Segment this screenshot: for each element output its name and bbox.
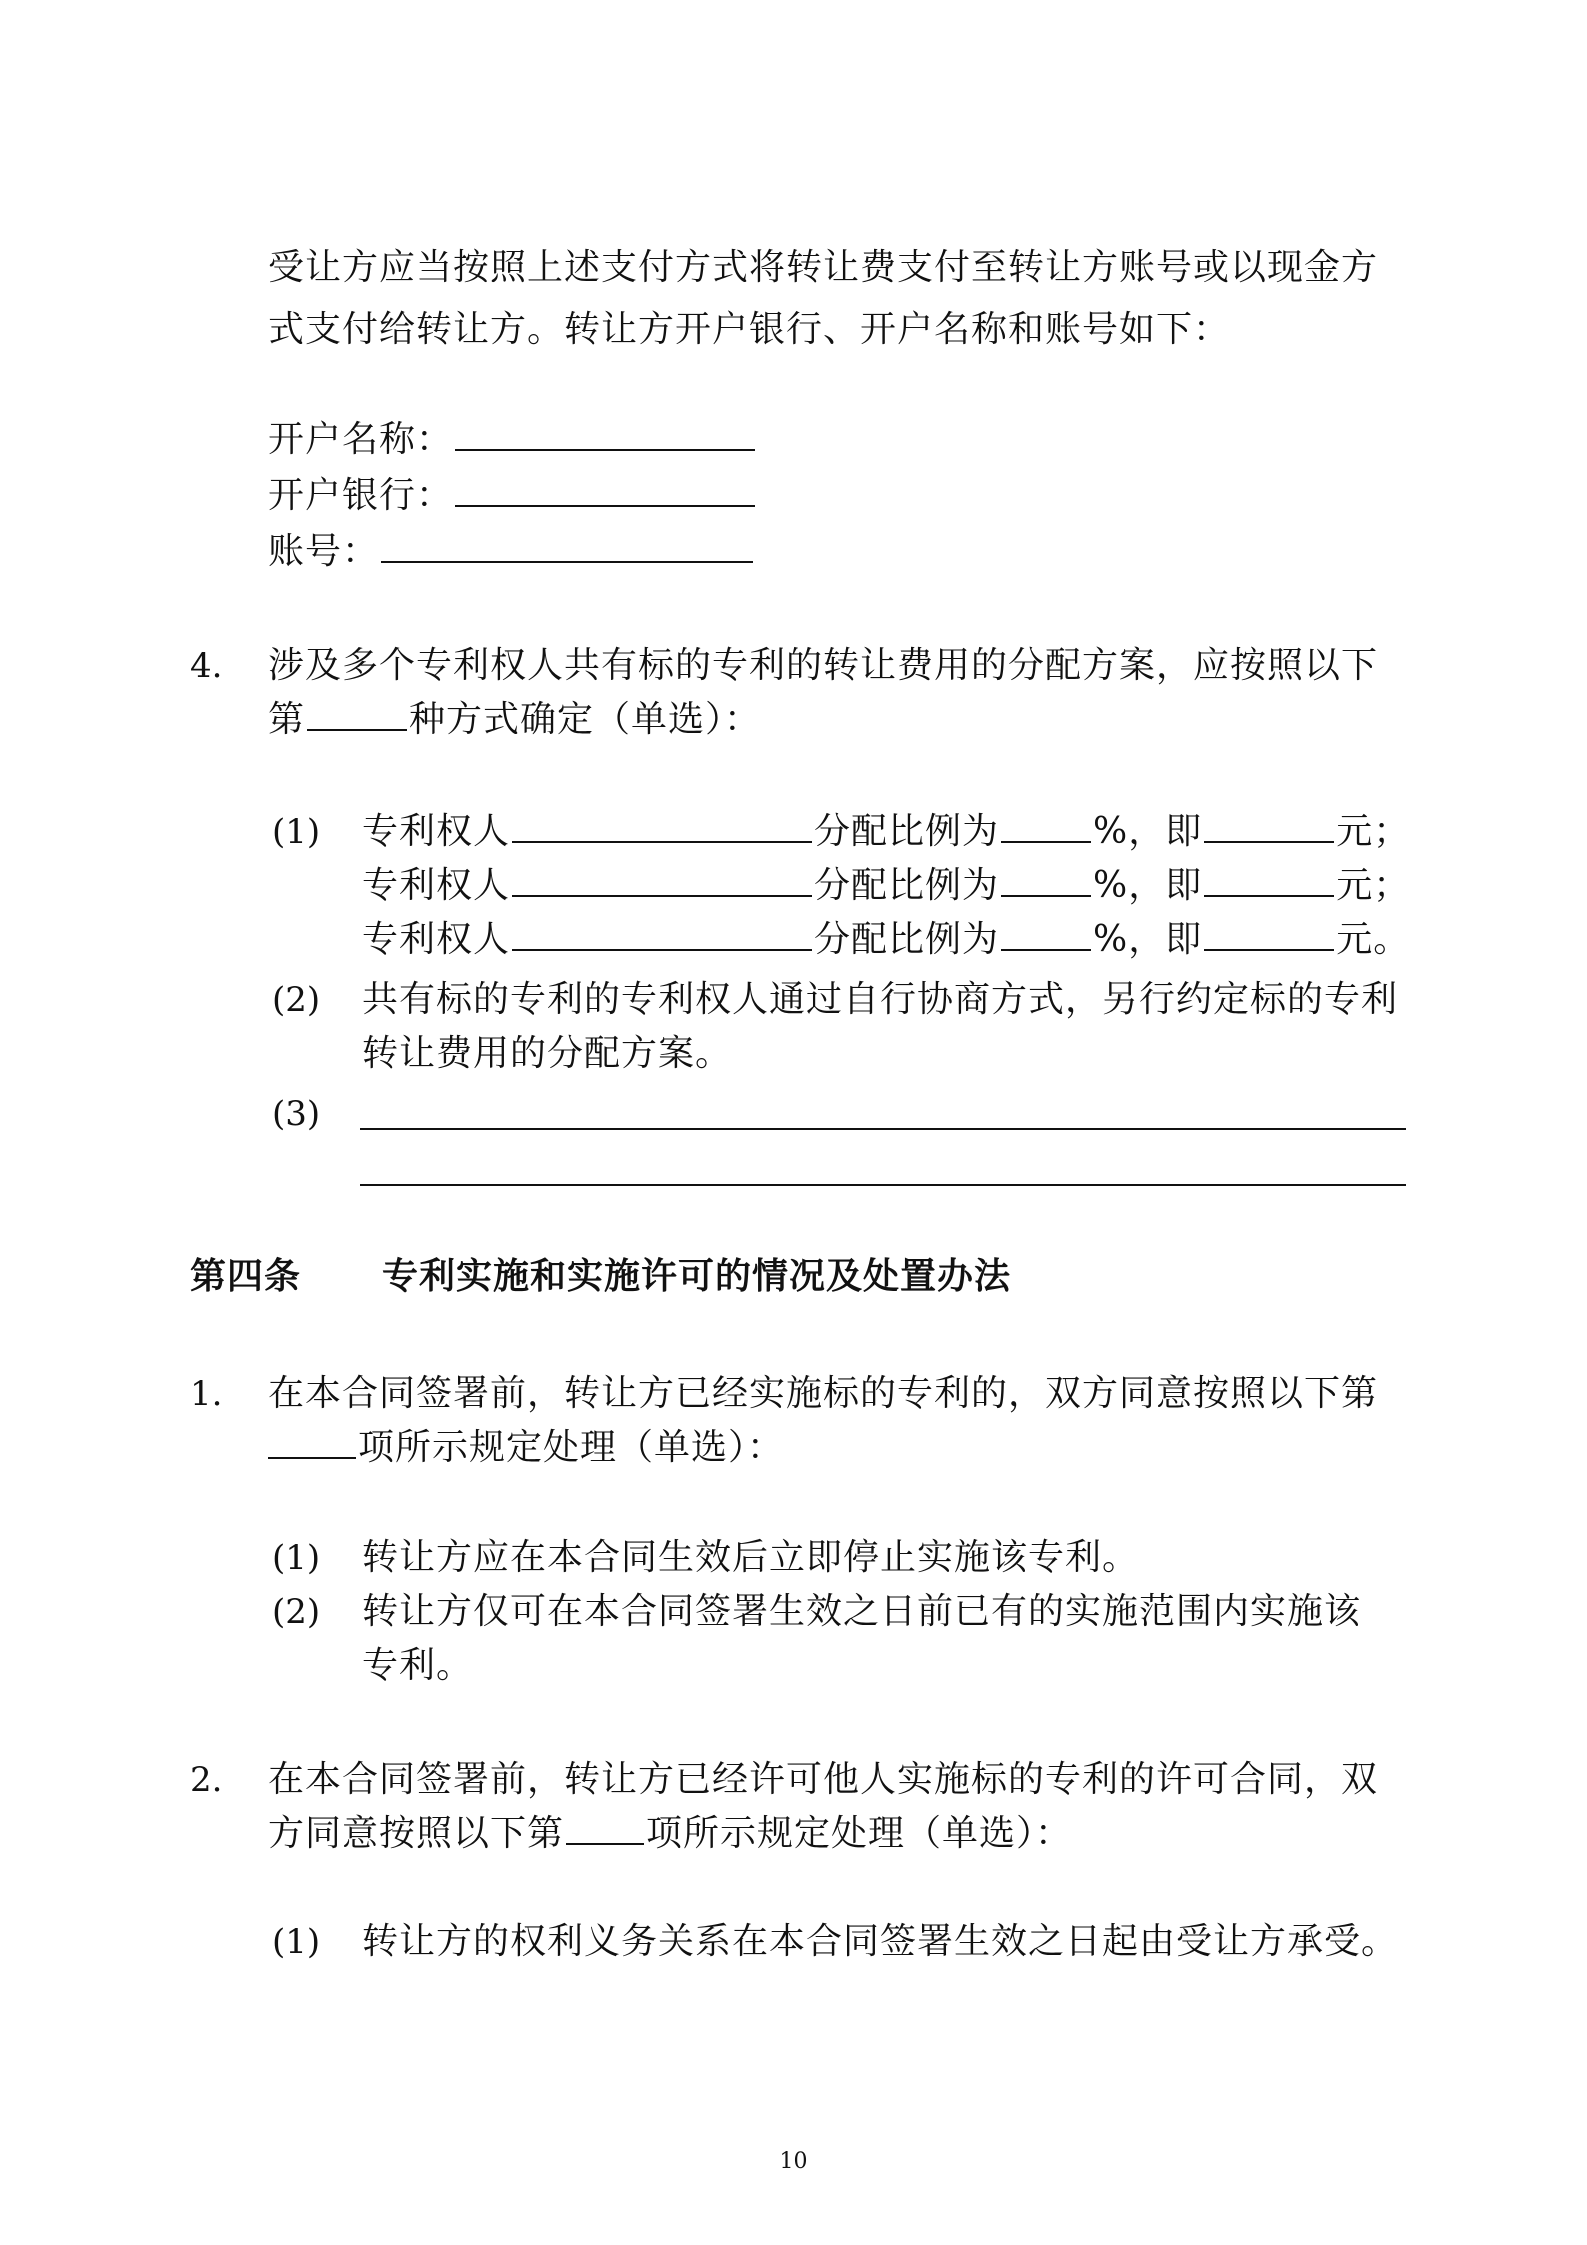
share-row <box>362 808 1410 856</box>
clause1-opt2-line-2: 专利。 <box>362 1645 474 1686</box>
share-ratio-blank[interactable] <box>1001 865 1091 897</box>
item4-line-1: 涉及多个专利权人共有标的专利的转让费用的分配方案，应按照以下 <box>268 645 1379 686</box>
share-amount-blank[interactable] <box>1204 811 1334 843</box>
item4-opt3-blank-line-1[interactable] <box>360 1128 1406 1130</box>
clause2-line-1: 在本合同签署前，转让方已经许可他人实施标的专利的许可合同，双 <box>268 1759 1379 1800</box>
clause1-opt2-number: (2) <box>272 1592 321 1632</box>
clause1-number: 1. <box>190 1374 223 1414</box>
item4-number: 4. <box>190 646 223 686</box>
clause1-opt2-line-1: 转让方仅可在本合同签署生效之日前已有的实施范围内实施该 <box>362 1591 1362 1632</box>
account-number-label: 账号： <box>268 531 380 572</box>
account-name-row <box>268 416 757 464</box>
share-percent-label: %，即 <box>1093 811 1203 852</box>
account-number-blank[interactable] <box>381 531 753 563</box>
account-number-row <box>268 528 755 576</box>
share-holder-label: 专利权人 <box>362 865 511 906</box>
share-holder-label: 专利权人 <box>362 919 511 960</box>
share-unit-label: 元； <box>1336 865 1411 906</box>
item4-choice-blank[interactable] <box>307 699 407 731</box>
article4-label: 第四条 <box>190 1255 302 1297</box>
share-amount-blank[interactable] <box>1204 865 1334 897</box>
share-percent-label: %，即 <box>1093 919 1203 960</box>
share-unit-label: 元； <box>1336 811 1411 852</box>
item4-opt2-line-2: 转让费用的分配方案。 <box>362 1033 733 1074</box>
clause1-line-2 <box>268 1424 784 1472</box>
share-holder-blank[interactable] <box>512 811 812 843</box>
clause2-opt1-number: (1) <box>272 1922 321 1962</box>
share-ratio-label: 分配比例为 <box>814 919 1000 960</box>
account-bank-label: 开户银行： <box>268 475 454 516</box>
share-holder-blank[interactable] <box>512 865 812 897</box>
intro-line-1: 受让方应当按照上述支付方式将转让费支付至转让方账号或以现金方 <box>268 247 1379 288</box>
clause2-choice-blank[interactable] <box>566 1813 644 1845</box>
clause1-line-1: 在本合同签署前，转让方已经实施标的专利的，双方同意按照以下第 <box>268 1373 1379 1414</box>
page-number: 10 <box>779 2149 808 2174</box>
clause1-choice-blank[interactable] <box>268 1427 356 1459</box>
share-amount-blank[interactable] <box>1204 919 1334 951</box>
intro-line-2: 式支付给转让方。转让方开户银行、开户名称和账号如下： <box>268 309 1231 350</box>
share-ratio-blank[interactable] <box>1001 919 1091 951</box>
share-unit-label: 元。 <box>1336 919 1411 960</box>
share-row <box>362 862 1410 910</box>
account-name-label: 开户名称： <box>268 419 454 460</box>
clause2-line-2 <box>268 1810 1072 1858</box>
item4-line-2 <box>268 696 761 744</box>
item4-opt3-number: (3) <box>272 1094 321 1134</box>
share-ratio-blank[interactable] <box>1001 811 1091 843</box>
share-row <box>362 916 1410 964</box>
share-percent-label: %，即 <box>1093 865 1203 906</box>
clause1-opt1-text: 转让方应在本合同生效后立即停止实施该专利。 <box>362 1537 1140 1578</box>
clause1-opt1-number: (1) <box>272 1538 321 1578</box>
item4-prefix: 第 <box>268 699 306 740</box>
clause2-number: 2. <box>190 1760 223 1800</box>
clause2-prefix: 方同意按照以下第 <box>268 1813 565 1854</box>
clause2-opt1-text: 转让方的权利义务关系在本合同签署生效之日起由受让方承受。 <box>362 1921 1399 1962</box>
share-holder-label: 专利权人 <box>362 811 511 852</box>
account-bank-row <box>268 472 757 520</box>
share-ratio-label: 分配比例为 <box>814 811 1000 852</box>
share-ratio-label: 分配比例为 <box>814 865 1000 906</box>
item4-suffix: 种方式确定（单选）： <box>409 699 762 740</box>
item4-opt1-number: (1) <box>272 812 321 852</box>
item4-opt3-blank-line-2[interactable] <box>360 1184 1406 1186</box>
article4-title: 专利实施和实施许可的情况及处置办法 <box>382 1255 1012 1297</box>
clause2-suffix: 项所示规定处理（单选）： <box>646 1813 1073 1854</box>
share-holder-blank[interactable] <box>512 919 812 951</box>
account-name-blank[interactable] <box>455 419 755 451</box>
clause1-suffix: 项所示规定处理（单选）： <box>358 1427 785 1468</box>
item4-opt2-number: (2) <box>272 980 321 1020</box>
account-bank-blank[interactable] <box>455 475 755 507</box>
item4-opt2-line-1: 共有标的专利的专利权人通过自行协商方式，另行约定标的专利 <box>362 979 1399 1020</box>
